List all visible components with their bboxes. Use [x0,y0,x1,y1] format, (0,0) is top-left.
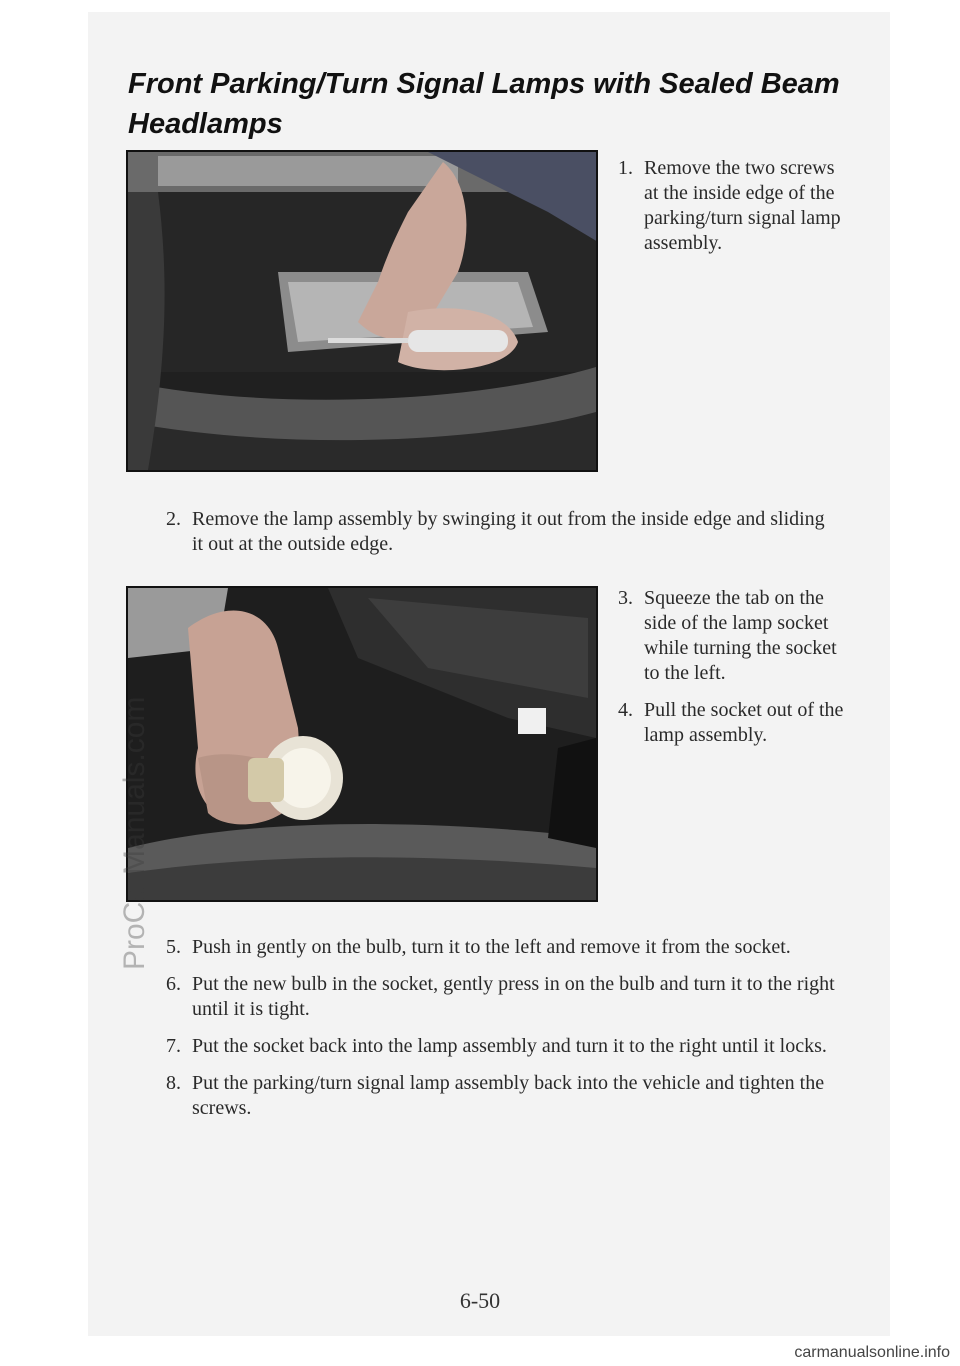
step-text: Remove the lamp assembly by swinging it out from the inside edge and sliding it out at the outside edge. [192,508,825,555]
step-list-1 [618,156,848,268]
step-item-4 [618,698,848,748]
step-number: 2. [166,508,181,530]
step-item-7 [166,1034,836,1059]
step-item-2 [166,507,836,557]
page-number: 6-50 [459,1288,501,1313]
page-title: Front Parking/Turn Signal Lamps with Sealed Beam Headlamps [128,68,840,140]
step-item-3 [618,586,848,686]
step-item-8 [166,1071,836,1121]
step-text: Put the new bulb in the socket, gently press in on the bulb and turn it to the right until it is tight. [192,973,835,1020]
step-item-5 [166,935,836,960]
bottom-watermark: carmanualsonline.info [794,1344,950,1361]
step-number: 6. [166,973,181,995]
step-text: Put the parking/turn signal lamp assembly back into the vehicle and tighten the screws. [192,1072,825,1119]
step-text: Remove the two screws at the inside edge of the parking/turn signal lamp assembly. [644,157,841,254]
step-text: Squeeze the tab on the side of the lamp socket while turning the socket to the left. [644,587,837,684]
step-list-4 [166,935,836,1133]
step-list-3 [618,586,848,760]
step-number: 8. [166,1072,181,1094]
step-text: Pull the socket out of the lamp assembly. [644,699,844,746]
photo-screwdriver-removing-screws [126,150,598,472]
step-text: Push in gently on the bulb, turn it to the left and remove it from the socket. [192,936,791,958]
step-text: Put the socket back into the lamp assembly and turn it to the right until it locks. [192,1035,827,1057]
photo-removing-bulb-socket [126,586,598,902]
step-number: 7. [166,1035,181,1057]
step-number: 3. [618,587,633,609]
step-list-2 [166,507,836,569]
step-item-1 [618,156,848,256]
step-number: 1. [618,157,633,179]
step-number: 4. [618,699,633,721]
step-item-6 [166,972,836,1022]
step-number: 5. [166,936,181,958]
side-watermark-text: ProCarManuals.com [118,696,151,970]
